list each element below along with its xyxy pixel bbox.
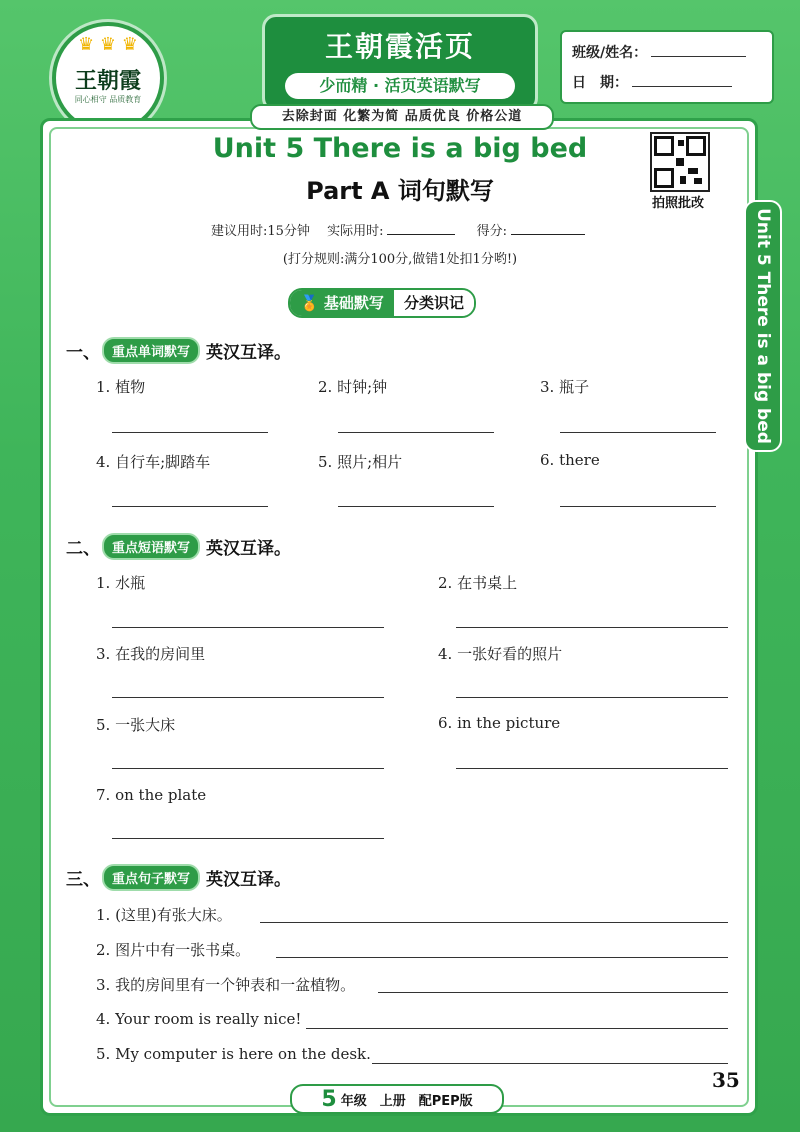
qr-label: 拍照批改 — [651, 196, 704, 211]
word-item: 5. 照片;相片 — [318, 453, 403, 471]
date-row — [572, 72, 732, 92]
word-item: 6. there — [540, 451, 600, 469]
section-number: 三、 — [66, 870, 100, 890]
phrase-item: 7. on the plate — [96, 786, 207, 804]
phrase-item: 5. 一张大床 — [96, 716, 176, 734]
category-pill — [288, 288, 476, 318]
answer-line[interactable] — [456, 697, 728, 698]
qr-dot — [680, 176, 686, 184]
section-task: 英汉互译。 — [206, 870, 292, 890]
score-label: 得分: — [476, 224, 507, 239]
answer-line[interactable] — [560, 432, 716, 433]
actual-time-field[interactable] — [387, 234, 455, 235]
answer-line[interactable] — [456, 627, 728, 628]
phrase-item: 3. 在我的房间里 — [96, 645, 206, 663]
page-number: 35 — [712, 1068, 740, 1092]
qr-dot — [688, 168, 698, 174]
answer-line[interactable] — [338, 432, 494, 433]
qr-dot — [678, 140, 684, 146]
grade-footer — [290, 1084, 504, 1114]
answer-line[interactable] — [112, 838, 384, 839]
qr-dot — [676, 158, 684, 166]
answer-line[interactable] — [112, 432, 268, 433]
suggested-time: 建议用时:15分钟 — [211, 224, 310, 239]
footer-text: 年级 上册 配PEP版 — [340, 1093, 473, 1109]
qr-code-icon[interactable] — [650, 132, 710, 192]
section-number: 一、 — [66, 343, 100, 363]
answer-line[interactable] — [456, 768, 728, 769]
section-badge: 重点单词默写 — [102, 337, 200, 364]
section-badge: 重点短语默写 — [102, 533, 200, 560]
word-item: 3. 瓶子 — [540, 378, 590, 396]
brand-subtitle: 少而精 · 活页英语默写 — [285, 73, 515, 99]
qr-corner — [686, 136, 706, 156]
worksheet-page — [40, 118, 758, 1116]
section-task: 英汉互译。 — [206, 539, 292, 559]
sentence-item: 1. (这里)有张大床。 — [96, 906, 232, 924]
side-tab-label: Unit 5 There is a big bed — [753, 208, 773, 444]
class-name-label: 班级/姓名： — [572, 45, 648, 61]
answer-line[interactable] — [372, 1063, 728, 1064]
phrase-item: 6. in the picture — [438, 714, 561, 732]
actual-time-label: 实际用时: — [327, 224, 384, 239]
answer-line[interactable] — [112, 697, 384, 698]
answer-line[interactable] — [560, 506, 716, 507]
sentence-item: 2. 图片中有一张书桌。 — [96, 941, 251, 959]
answer-line[interactable] — [112, 627, 384, 628]
section-3-header — [66, 864, 291, 891]
medal-icon: 🏅 — [300, 294, 319, 312]
pill-left — [290, 290, 394, 316]
student-info-box — [560, 30, 774, 104]
class-name-row — [572, 42, 746, 62]
phrase-item: 4. 一张好看的照片 — [438, 645, 563, 663]
qr-dot — [694, 178, 702, 184]
scoring-rules: (打分规则:满分100分,做错1处扣1分哟!) — [282, 252, 518, 267]
page-title: Unit 5 There is a big bed — [212, 133, 588, 164]
section-number: 二、 — [66, 539, 100, 559]
pill-left-label: 基础默写 — [323, 294, 384, 312]
answer-line[interactable] — [338, 506, 494, 507]
logo-slogan: 同心相守 品质教育 — [74, 95, 142, 104]
timing-line — [0, 220, 800, 239]
answer-line[interactable] — [112, 506, 268, 507]
sentence-item: 3. 我的房间里有一个钟表和一盆植物。 — [96, 976, 356, 994]
phrase-item: 2. 在书桌上 — [438, 574, 518, 592]
word-item: 2. 时钟;钟 — [318, 378, 388, 396]
answer-line[interactable] — [276, 957, 728, 958]
phrase-item: 1. 水瓶 — [96, 574, 146, 592]
qr-corner — [654, 168, 674, 188]
word-item: 1. 植物 — [96, 378, 146, 396]
crown-icon: ♛ ♛ ♛ — [78, 34, 138, 55]
section-1-header — [66, 337, 291, 364]
grade-number: 5 — [321, 1086, 337, 1112]
pill-right: 分类识记 — [394, 290, 474, 316]
section-badge: 重点句子默写 — [102, 864, 200, 891]
section-2-header — [66, 533, 291, 560]
answer-line[interactable] — [260, 922, 728, 923]
class-name-field[interactable] — [651, 56, 746, 57]
page-subtitle: Part A 词句默写 — [306, 177, 494, 205]
answer-line[interactable] — [306, 1028, 728, 1029]
unit-side-tab — [744, 200, 782, 452]
answer-line[interactable] — [378, 992, 728, 993]
brand-banner — [262, 14, 538, 112]
sentence-item: 4. Your room is really nice! — [96, 1010, 302, 1028]
logo-name: 王朝霞 — [74, 68, 141, 94]
word-item: 4. 自行车;脚踏车 — [96, 453, 211, 471]
answer-line[interactable] — [112, 768, 384, 769]
sentence-item: 5. My computer is here on the desk. — [96, 1045, 371, 1063]
section-task: 英汉互译。 — [206, 343, 292, 363]
score-field[interactable] — [511, 234, 585, 235]
qr-corner — [654, 136, 674, 156]
date-label: 日 期： — [572, 75, 628, 91]
brand-title: 王朝霞活页 — [324, 30, 475, 63]
tagline: 去除封面 化繁为简 品质优良 价格公道 — [250, 104, 554, 130]
date-field[interactable] — [632, 86, 732, 87]
